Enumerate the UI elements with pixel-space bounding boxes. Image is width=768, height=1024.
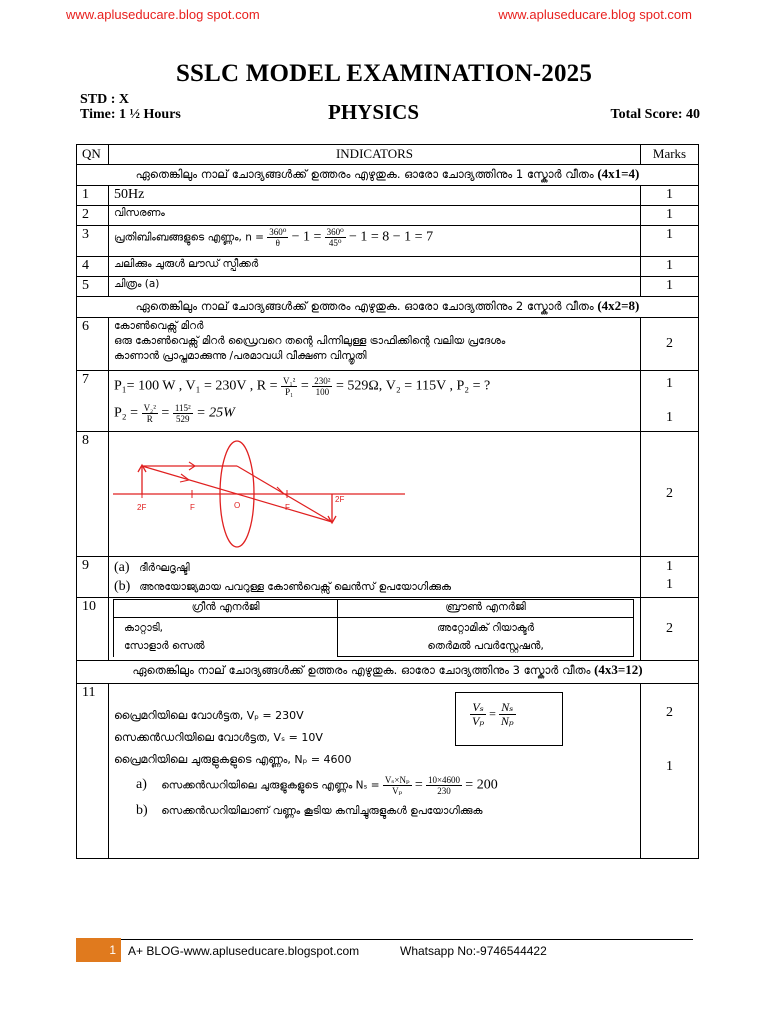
header-qn: QN: [77, 145, 109, 165]
section-1-label: [77, 165, 699, 186]
fraction-numerator: V₁²: [283, 376, 296, 386]
question-row-5: [77, 277, 699, 297]
q7-l1-eq: =: [300, 378, 309, 394]
q11-part-a: [114, 775, 635, 796]
qn-cell: 5: [77, 277, 109, 297]
transformer-formula-box: [455, 692, 563, 746]
question-row-3: [77, 226, 699, 257]
answer-cell: വിസരണം: [109, 206, 641, 226]
fraction-denominator: Nₚ: [500, 714, 514, 728]
fraction-denominator: Vₚ: [392, 786, 403, 796]
mark-cell: 1: [641, 186, 699, 206]
table-header-row: [77, 145, 699, 165]
section-2-label: [77, 297, 699, 318]
label-2f-right: 2F: [335, 495, 345, 504]
std-label: STD : X: [80, 92, 130, 107]
box-formula: [470, 701, 516, 728]
question-row-11: [77, 684, 699, 859]
label-2f-left: 2F: [137, 503, 147, 512]
question-row-6: [77, 318, 699, 371]
qn-cell: 7: [77, 371, 109, 432]
q7-line-2: [114, 403, 635, 424]
q9-b-text: അനുയോജ്യമായ പവറുള്ള കോൺവെക്സ് ലെൻസ് ഉപയോഗിക്കുക: [139, 581, 451, 593]
fraction-denominator: 100: [315, 387, 330, 397]
list-item: അറ്റോമിക് റിയാക്ടർ: [436, 622, 535, 634]
energy-table: [113, 599, 634, 657]
green-energy-list: [114, 618, 338, 657]
fraction-numerator: 10×4600: [427, 775, 461, 785]
mark-cell: 1: [641, 277, 699, 297]
section-3-text: ഏതെങ്കിലും നാല് ചോദ്യങ്ങൾക്ക് ഉത്തരം എഴുതുക. ഓരോ ചോദ്യത്തിനും: [132, 663, 509, 677]
q7-line-1: [114, 376, 635, 397]
box-fraction-right: [499, 701, 516, 728]
qn-cell: 4: [77, 257, 109, 277]
fraction-denominator: 529: [176, 414, 190, 424]
q6-line-3: കാണാൻ പ്രാപ്തമാക്കുന്നു /പരമാവധി വീക്ഷണ വിസ്തൃതി: [114, 350, 367, 362]
qn-cell: 3: [77, 226, 109, 257]
qn-cell: 1: [77, 186, 109, 206]
header-indicators: INDICATORS: [109, 145, 641, 165]
section-3-score: 3 സ്കോർ വീതം: [512, 663, 591, 677]
question-row-1: [77, 186, 699, 206]
fraction-denominator: R: [146, 414, 153, 424]
section-2-row: [77, 297, 699, 318]
fraction-denominator: P₁: [285, 387, 294, 397]
time-label: Time: 1 ½ Hours: [80, 107, 181, 122]
label-f-left: F: [190, 503, 195, 512]
answer-cell: [109, 226, 641, 257]
fraction-numerator: 360⁰: [326, 227, 344, 237]
q7-l2-tail: = 25W: [196, 405, 235, 421]
mark-cell: 1: [641, 257, 699, 277]
label-o: O: [234, 501, 241, 510]
q9-part-a: [114, 558, 635, 577]
question-row-8: [77, 432, 699, 557]
mark-cell: 1: [641, 206, 699, 226]
q11-a-tail: = 200: [465, 777, 498, 793]
answer-key-table: [76, 144, 699, 859]
q6-line-2: ഒരു കോൺവെക്സ് മിറർ ഡ്രൈവറെ തന്റെ പിന്നിലുള്ള ട്രാഫിക്കിന്റെ വലിയ പ്രദേശം: [114, 335, 506, 347]
list-item: തെർമൽ പവർസ്റ്റേഷൻ,: [427, 640, 544, 652]
footer-blog-link[interactable]: A+ BLOG-www.apluseducare.blogspot.com: [128, 944, 360, 958]
mark-cell: 2: [641, 318, 699, 371]
fraction-denominator: 230: [437, 786, 451, 796]
footer-rule: [76, 939, 693, 940]
q6-line-1: കോൺവെക്സ് മിറർ: [114, 320, 204, 332]
label-f-right: F: [285, 503, 290, 512]
section-3-label: [77, 661, 699, 684]
q9-b-label: (b): [114, 579, 131, 594]
section-1-row: [77, 165, 699, 186]
question-row-10: [77, 598, 699, 661]
q9-part-b: [114, 577, 635, 596]
mark-cell: 2: [641, 598, 699, 661]
qn-cell: 9: [77, 557, 109, 598]
q7-l2-text: P₂ =: [114, 405, 139, 421]
q9-mark-b: 1: [666, 577, 673, 592]
q11-line-2: സെക്കൻഡറിയിലെ വോൾട്ടത, Vₛ = 10V: [114, 731, 323, 744]
q3-tail: − 1 = 8 − 1 = 7: [349, 229, 434, 245]
q9-a-text: ദീർഘദൃഷ്ടി: [139, 562, 190, 574]
fraction-denominator: 45⁰: [328, 238, 342, 248]
page-number: 1: [76, 938, 121, 962]
answer-cell: [109, 432, 641, 557]
q9-mark-a: 1: [666, 559, 673, 574]
q11-a-eq: =: [414, 777, 423, 793]
fraction-numerator: Nₛ: [499, 701, 516, 715]
lens-ray-diagram: [109, 432, 640, 556]
fraction-numerator: V₂²: [143, 403, 156, 413]
q7-fraction: [312, 376, 332, 397]
q7-fraction: [142, 403, 158, 424]
section-1-text: ഏതെങ്കിലും നാല് ചോദ്യങ്ങൾക്ക് ഉത്തരം എഴുതുക. ഓരോ ചോദ്യത്തിനും: [135, 167, 513, 181]
q3-prefix: പ്രതിബിംബങ്ങളുടെ എണ്ണം, n =: [114, 231, 264, 244]
section-2-text: ഏതെങ്കിലും നാല് ചോദ്യങ്ങൾക്ക് ഉത്തരം എഴുതുക. ഓരോ ചോദ്യത്തിനും: [135, 299, 513, 313]
fraction-numerator: Vₛ×Nₚ: [384, 775, 410, 785]
mark-cell: [641, 371, 699, 432]
q11-line-1: പ്രൈമറിയിലെ വോൾട്ടത, Vₚ = 230V: [114, 709, 304, 722]
qn-cell: 10: [77, 598, 109, 661]
q7-l1-tail: = 529Ω, V₂ = 115V , P₂ = ?: [335, 378, 491, 394]
qn-cell: 2: [77, 206, 109, 226]
section-3-tail: (4x3=12): [594, 662, 643, 677]
q11-a-label: a): [136, 777, 147, 793]
brown-energy-header: ബ്രൗൺ എനർജി: [338, 600, 634, 618]
energy-table-header: [114, 600, 634, 618]
fraction-numerator: Vₛ: [470, 701, 486, 715]
brown-energy-list: [338, 618, 634, 657]
q11-line-3: പ്രൈമറിയിലെ ചുരുളുകളുടെ എണ്ണം, Nₚ = 4600: [114, 753, 352, 766]
subject-title: PHYSICS: [328, 100, 420, 124]
answer-cell: 50Hz: [109, 186, 641, 206]
q9-a-label: (a): [114, 560, 130, 575]
q7-mark-1: 1: [666, 376, 673, 391]
fraction-numerator: 360⁰: [269, 227, 287, 237]
q3-fraction-2: [325, 227, 346, 248]
answer-cell: ചലിക്കും ചുരുൾ ലൗഡ് സ്പീക്കർ: [109, 257, 641, 277]
q11-mark-2: 1: [666, 759, 673, 774]
question-row-9: [77, 557, 699, 598]
answer-cell: ചിത്രം (a): [109, 277, 641, 297]
q11-b-text: സെക്കൻഡറിയിലാണ് വണ്ണം കൂടിയ കമ്പിച്ചുരുളുകൾ ഉപയോഗിക്കുക: [161, 805, 483, 817]
q3-fraction-1: [267, 227, 288, 248]
mark-cell: [641, 557, 699, 598]
q11-mark-1: 2: [666, 705, 673, 720]
section-3-row: [77, 661, 699, 684]
q11-a-text: സെക്കൻഡറിയിലെ ചുരുളുകളുടെ എണ്ണം Nₛ =: [161, 779, 380, 792]
energy-table-row: [114, 618, 634, 657]
mark-cell: 2: [641, 432, 699, 557]
mark-cell: [641, 684, 699, 859]
lens-diagram-svg: [109, 432, 409, 556]
mark-cell: 1: [641, 226, 699, 257]
question-row-2: [77, 206, 699, 226]
q7-mark-2: 1: [666, 410, 673, 425]
section-2-tail: (4x2=8): [597, 298, 640, 313]
answer-cell: [109, 684, 641, 859]
header-link-left[interactable]: www.apluseducare.blog spot.com: [66, 7, 260, 22]
q11-fraction: [426, 775, 462, 796]
box-fraction-left: [470, 701, 486, 728]
fraction-numerator: 230²: [314, 376, 331, 386]
q11-b-label: b): [136, 803, 148, 818]
footer-whatsapp: Whatsapp No:-9746544422: [400, 944, 547, 958]
q7-fraction: [173, 403, 193, 424]
total-score: Total Score: 40: [610, 107, 700, 122]
qn-cell: 6: [77, 318, 109, 371]
answer-cell: [109, 557, 641, 598]
header-link-right[interactable]: www.apluseducare.blog spot.com: [498, 7, 692, 22]
question-row-7: [77, 371, 699, 432]
fraction-numerator: 115²: [174, 403, 191, 413]
q7-l1-text: P₁= 100 W , V₁ = 230V , R =: [114, 378, 278, 394]
answer-cell: [109, 598, 641, 661]
section-2-score: 2 സ്കോർ വീതം: [515, 299, 594, 313]
green-energy-header: ഗ്രീൻ എനർജി: [114, 600, 338, 618]
q7-fraction: [281, 376, 297, 397]
list-item: സോളാർ സെൽ: [124, 640, 205, 652]
header-marks: Marks: [641, 145, 699, 165]
q11-fraction: [383, 775, 412, 796]
fraction-denominator: θ: [275, 238, 280, 248]
qn-cell: 8: [77, 432, 109, 557]
qn-cell: 11: [77, 684, 109, 859]
list-item: കാറ്റാടി,: [124, 622, 164, 634]
box-eq: =: [489, 706, 496, 721]
exam-title: SSLC MODEL EXAMINATION-2025: [175, 60, 593, 87]
answer-cell: [109, 371, 641, 432]
question-row-4: [77, 257, 699, 277]
answer-cell: [109, 318, 641, 371]
section-1-tail: (4x1=4): [597, 166, 640, 181]
q11-part-b: [114, 802, 635, 819]
q3-mid: − 1 =: [291, 229, 322, 245]
fraction-denominator: Vₚ: [472, 714, 485, 728]
q7-l2-eq: =: [161, 405, 170, 421]
section-1-score: 1 സ്കോർ വീതം: [515, 167, 594, 181]
